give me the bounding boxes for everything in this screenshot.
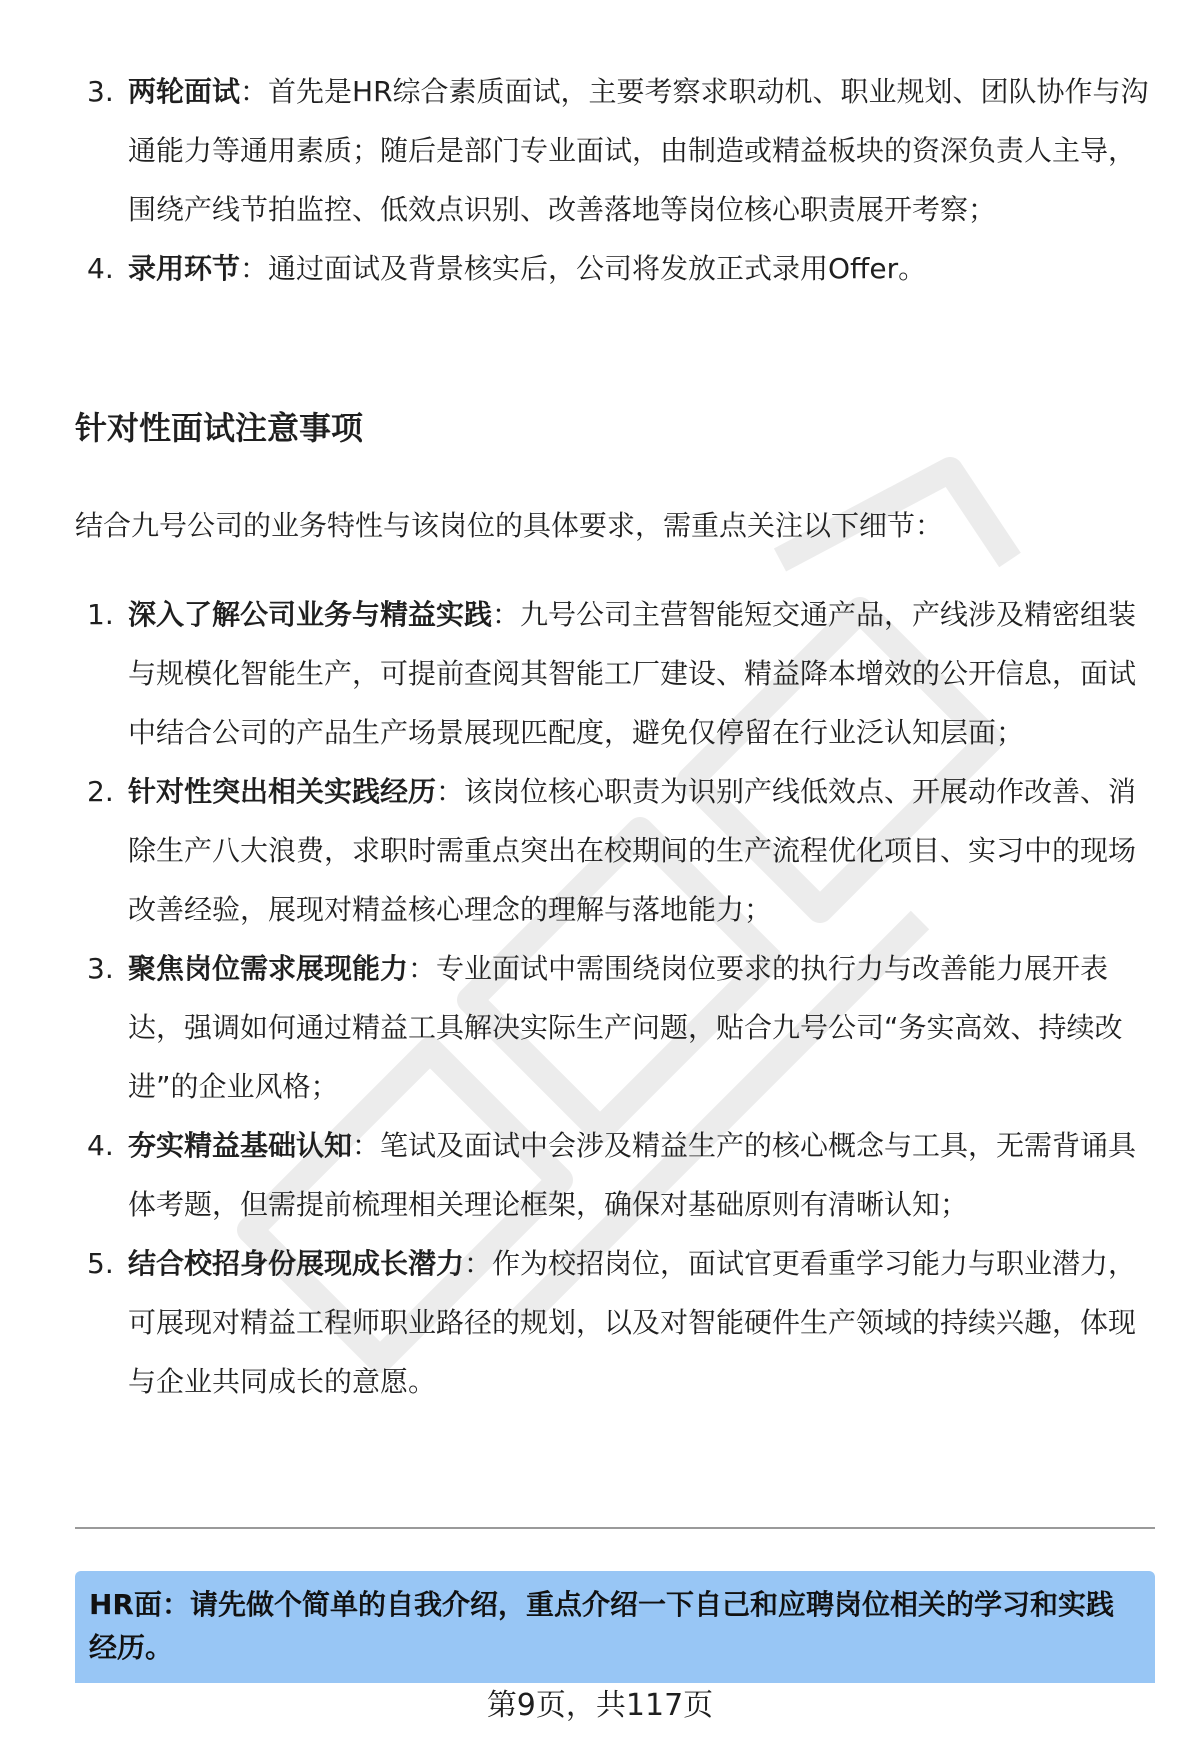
list-text: ：笔试及面试中会涉及精益生产的核心概念与工具，无需背诵具体考题，但需提前梳理相关理论框架，确保对基础原则有清晰认知；	[128, 1129, 1137, 1221]
list-term: 深入了解公司业务与精益实践	[128, 598, 493, 631]
list-term: 针对性突出相关实践经历	[128, 775, 437, 808]
list-text: ：作为校招岗位，面试官更看重学习能力与职业潜力，可展现对精益工程师职业路径的规划，以及对智能硬件生产领域的持续兴趣，体现与企业共同成长的意愿。	[128, 1247, 1137, 1398]
list-number: 2.	[87, 775, 114, 808]
list-item	[75, 62, 1160, 239]
section-heading: 针对性面试注意事项	[75, 409, 364, 447]
list-item	[75, 939, 1160, 1116]
list-term: 两轮面试	[128, 75, 241, 108]
list-text: ：专业面试中需围绕岗位要求的执行力与改善能力展开表达，强调如何通过精益工具解决实际生产问题，贴合九号公司“务实高效、持续改进”的企业风格；	[128, 952, 1123, 1103]
list-number: 3.	[87, 952, 114, 985]
list-number: 5.	[87, 1247, 114, 1280]
list-text: ：该岗位核心职责为识别产线低效点、开展动作改善、消除生产八大浪费，求职时需重点突出在校期间的生产流程优化项目、实习中的现场改善经验，展现对精益核心理念的理解与落地能力；	[128, 775, 1137, 926]
interview-tips-list	[75, 585, 1160, 1411]
list-term: 聚焦岗位需求展现能力	[128, 952, 409, 985]
list-term: 结合校招身份展现成长潜力	[128, 1247, 465, 1280]
interview-process-list	[75, 62, 1160, 298]
list-number: 4.	[87, 252, 114, 285]
list-text: ：通过面试及背景核实后，公司将发放正式录用Offer。	[240, 252, 927, 285]
list-item	[75, 1116, 1160, 1234]
list-item	[75, 585, 1160, 762]
list-item	[75, 239, 1160, 298]
list-number: 3.	[87, 75, 114, 108]
list-text: ：首先是HR综合素质面试，主要考察求职动机、职业规划、团队协作与沟通能力等通用素质；随后是部门专业面试，由制造或精益板块的资深负责人主导，围绕产线节拍监控、低效点识别、改善落地等岗位核心职责展开考察；	[128, 75, 1149, 226]
list-item	[75, 1234, 1160, 1411]
list-item	[75, 762, 1160, 939]
list-number: 1.	[87, 598, 114, 631]
list-term: 录用环节	[128, 252, 241, 285]
list-number: 4.	[87, 1129, 114, 1162]
page-footer: 第9页，共117页	[486, 1688, 714, 1723]
hr-question-box: HR面：请先做个简单的自我介绍，重点介绍一下自己和应聘岗位相关的学习和实践经历。	[75, 1571, 1155, 1683]
section-intro: 结合九号公司的业务特性与该岗位的具体要求，需重点关注以下细节：	[75, 509, 944, 542]
list-text: ：九号公司主营智能短交通产品，产线涉及精密组装与规模化智能生产，可提前查阅其智能工厂建设、精益降本增效的公开信息，面试中结合公司的产品生产场景展现匹配度，避免仅停留在行业泛认知层面；	[128, 598, 1137, 749]
section-divider	[75, 1527, 1155, 1529]
list-term: 夯实精益基础认知	[128, 1129, 353, 1162]
